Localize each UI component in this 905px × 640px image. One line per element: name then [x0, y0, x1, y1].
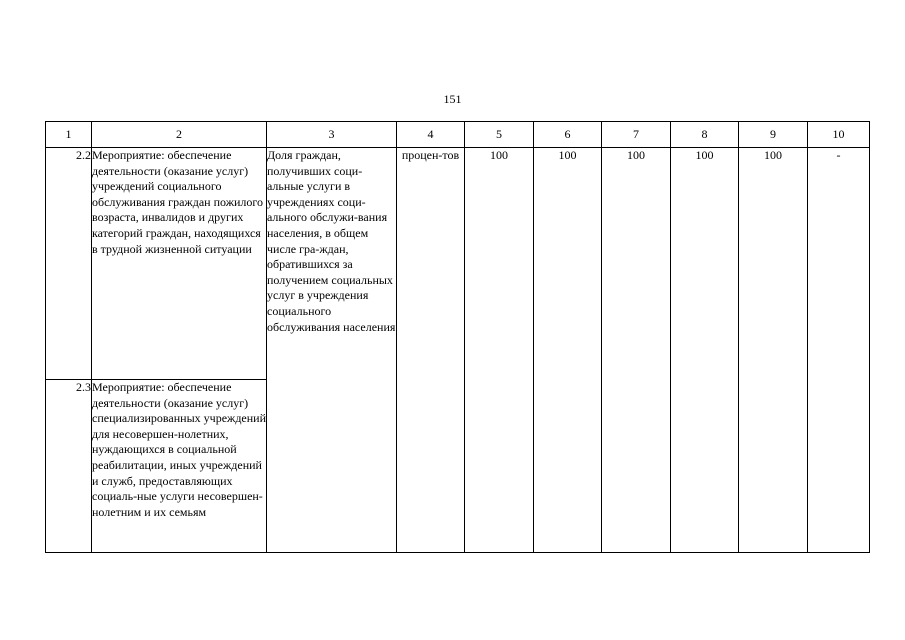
value-cell-col-9: 100 [739, 148, 808, 553]
value-cell-col-6: 100 [534, 148, 602, 553]
header-cell-col-4: 4 [397, 122, 465, 148]
table-row-2-2 [46, 148, 870, 380]
indicators-table [45, 121, 870, 553]
indicator-text: Доля граждан, получивших соци-альные услуги в учреждениях соци-ального обслужи-вания населения, в общем числе гра-ждан, обратившихся за получением социальных услуг в учреждения социального обслуживания населения [267, 148, 396, 334]
activity-text: Мероприятие: обеспечение деятельности (оказание услуг) специализированных учреждений для несовершен-нолетних, нуждающихся в социальной реабилитации, иных учреждений и служб, предоставляющих социаль-ные услуги несовершен-нолетним и их семьям [92, 380, 267, 519]
header-cell-col-7: 7 [602, 122, 671, 148]
header-cell-col-5: 5 [465, 122, 534, 148]
page-number: 151 [443, 92, 462, 106]
header-cell-col-9: 9 [739, 122, 808, 148]
header-cell-col-10: 10 [808, 122, 870, 148]
unit-text: процен-тов [401, 148, 460, 162]
header-cell-col-8: 8 [671, 122, 739, 148]
header-cell-col-2: 2 [92, 122, 267, 148]
table-header-row [46, 122, 870, 148]
unit-cell [397, 148, 465, 553]
header-cell-col-1: 1 [46, 122, 92, 148]
header-cell-col-3: 3 [267, 122, 397, 148]
value-cell-col-8: 100 [671, 148, 739, 553]
value-cell-col-7: 100 [602, 148, 671, 553]
activity-cell [92, 380, 267, 553]
row-number-cell: 2.2 [46, 148, 92, 380]
activity-text: Мероприятие: обеспечение деятельности (оказание услуг) учреждений социального обслуживания граждан пожилого возраста, инвалидов и других категорий граждан, находящихся в трудной жизненной ситуации [92, 148, 264, 256]
value-cell-col-10: - [808, 148, 870, 553]
row-number-cell: 2.3 [46, 380, 92, 553]
activity-cell [92, 148, 267, 380]
value-cell-col-5: 100 [465, 148, 534, 553]
indicator-cell [267, 148, 397, 553]
header-cell-col-6: 6 [534, 122, 602, 148]
